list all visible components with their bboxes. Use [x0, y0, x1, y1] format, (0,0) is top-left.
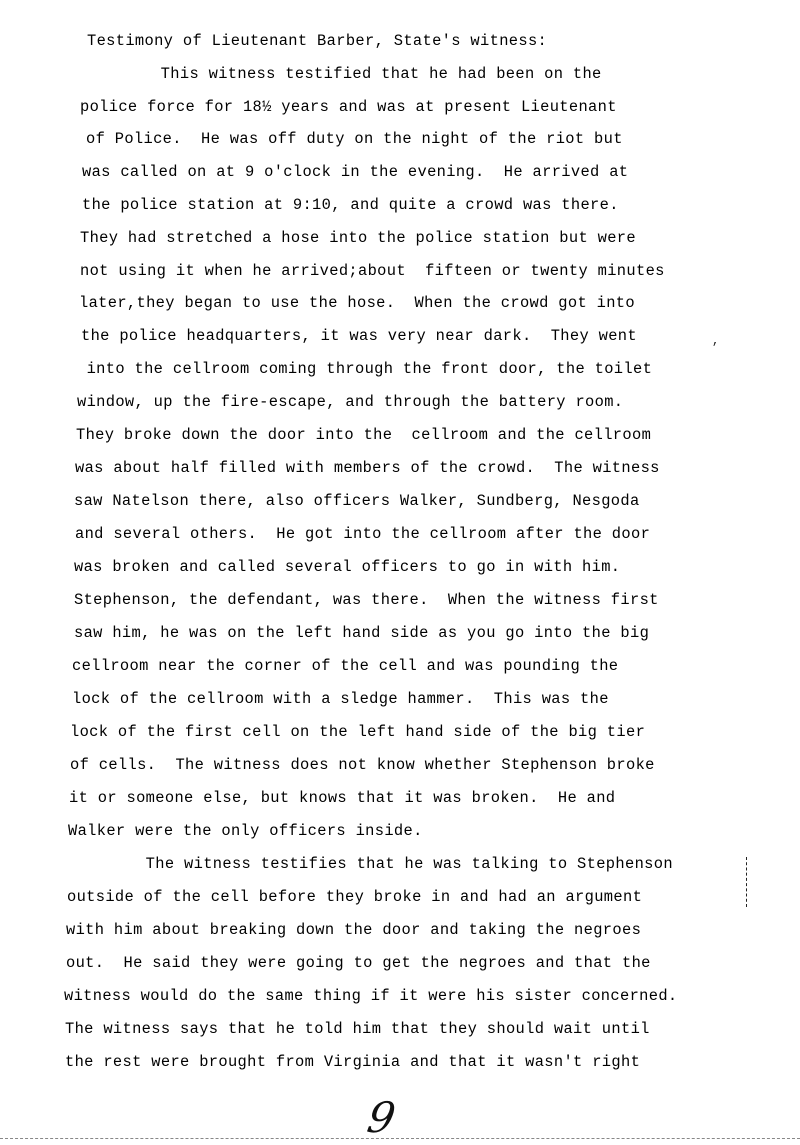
- bottom-rule: [0, 1138, 800, 1139]
- document-line: was called on at 9 o'clock in the evening. He arrived at: [82, 163, 629, 181]
- document-line: saw Natelson there, also officers Walker, Sundberg, Nesgoda: [74, 492, 640, 510]
- document-line: the police headquarters, it was very near dark. They went: [81, 327, 637, 345]
- document-line: with him about breaking down the door and taking the negroes: [66, 921, 642, 939]
- document-line: the police station at 9:10, and quite a crowd was there.: [82, 196, 619, 214]
- document-line: window, up the fire-escape, and through the battery room.: [77, 393, 624, 411]
- document-line: They had stretched a hose into the police station but were: [80, 229, 636, 247]
- document-line: The witness says that he told him that they should wait until: [65, 1020, 650, 1038]
- document-line: The witness testifies that he was talking to Stephenson: [69, 855, 673, 873]
- document-line: lock of the first cell on the left hand side of the big tier: [70, 723, 646, 741]
- document-line: Walker were the only officers inside.: [68, 822, 423, 840]
- document-line: out. He said they were going to get the negroes and that the: [66, 954, 651, 972]
- document-line: into the cellroom coming through the front door, the toilet: [77, 360, 653, 378]
- document-line: not using it when he arrived;about fifteen or twenty minutes: [80, 262, 665, 280]
- document-line: lock of the cellroom with a sledge hammer. This was the: [72, 690, 609, 708]
- document-line: was about half filled with members of the crowd. The witness: [75, 459, 660, 477]
- margin-vertical-mark: [746, 857, 747, 907]
- document-line: of Police. He was off duty on the night of the riot but: [86, 130, 623, 148]
- document-line: it or someone else, but knows that it was broken. He and: [69, 789, 616, 807]
- page-number: 9: [363, 1093, 400, 1142]
- document-line: outside of the cell before they broke in and had an argument: [67, 888, 643, 906]
- document-line: cellroom near the corner of the cell and was pounding the: [72, 657, 619, 675]
- document-line: witness would do the same thing if it were his sister concerned.: [64, 987, 678, 1005]
- document-line: of cells. The witness does not know whether Stephenson broke: [70, 756, 655, 774]
- document-heading: Testimony of Lieutenant Barber, State's witness:: [87, 32, 548, 50]
- document-line: This witness testified that he had been on the: [84, 65, 602, 83]
- document-line: police force for 18½ years and was at present Lieutenant: [80, 98, 617, 116]
- document-line: Stephenson, the defendant, was there. When the witness first: [74, 591, 659, 609]
- document-line: They broke down the door into the cellroom and the cellroom: [76, 426, 652, 444]
- margin-comma-mark: ,: [712, 334, 720, 348]
- document-line: and several others. He got into the cellroom after the door: [75, 525, 651, 543]
- document-line: later,they began to use the hose. When the crowd got into: [79, 294, 635, 312]
- document-line: was broken and called several officers to go in with him.: [74, 558, 621, 576]
- document-line: the rest were brought from Virginia and that it wasn't right: [65, 1053, 641, 1071]
- document-line: saw him, he was on the left hand side as you go into the big: [74, 624, 650, 642]
